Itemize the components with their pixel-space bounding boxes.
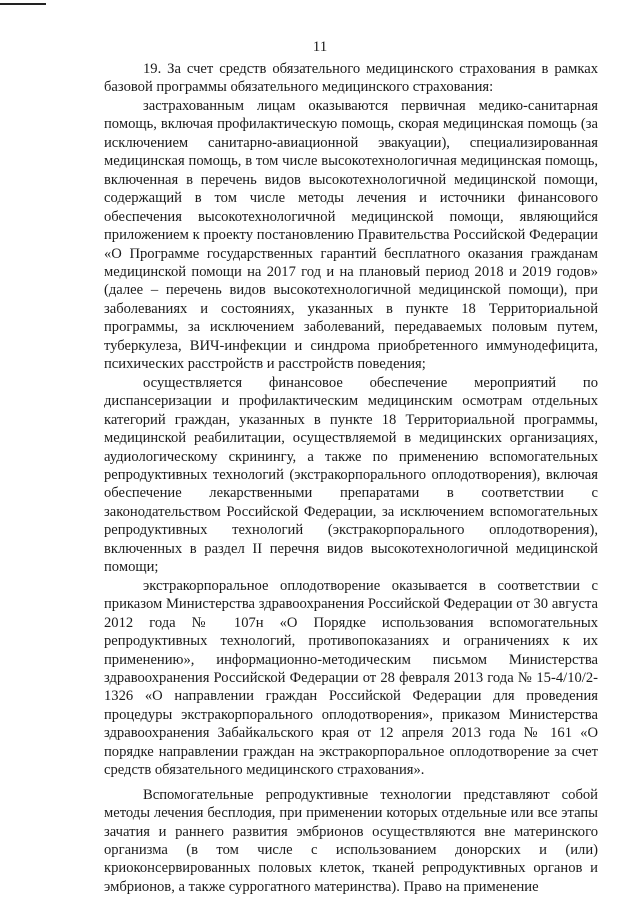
paragraph-ivf-regulation: экстракорпоральное оплодотворение оказывается в соответствии с приказом Министерства здравоохранения Российской Федерации от 30 августа 2012 года № 107н «О Порядке использования вспомогательных репродуктивных технологий, противопоказаниях и ограничениях к их применению», информационно-методическим письмом Министерства здравоохранения Российской Федерации от 28 февраля 2013 года № 15-4/10/2-1326 «О направлении граждан Российской Федерации для проведения процедуры экстракорпорального оплодотворения», приказом Министерства здравоохранения Забайкальского края от 12 апреля 2013 года № 161 «О порядке направлении граждан на экстракорпоральное оплодотворение за счет средств обязательного медицинского страхования». — [104, 577, 598, 779]
paragraph-financial-provision: осуществляется финансовое обеспечение мероприятий по диспансеризации и профилактическим медицинским осмотрам отдельных категорий граждан, указанных в пункте 18 Территориальной программы, медицинской реабилитации, осуществляемой в медицинских организациях, аудиологическому скринингу, а также по применению вспомогательных репродуктивных технологий (экстракорпорального оплодотворения), включая обеспечение лекарственными препаратами в соответствии с законодательством Российской Федерации, за исключением вспомогательных репродуктивных технологий (экстракорпорального оплодотворения), включенных в раздел II перечня видов высокотехнологичной медицинской помощи; — [104, 374, 598, 576]
paragraph-clause-19: 19. За счет средств обязательного медицинского страхования в рамках базовой программы обязательного медицинского страхования: — [104, 61, 598, 96]
paragraph-art-definition: Вспомогательные репродуктивные технологии представляют собой методы лечения бесплодия, при применении которых отдельные или все этапы зачатия и раннего развития эмбрионов осуществляются вне материнского организма (в том числе с использованием донорских и (или) криоконсервированных половых клеток, тканей репродуктивных органов и эмбрионов, а также суррогатного материнства). Право на применение — [104, 786, 598, 895]
scan-corner-mark — [0, 3, 46, 5]
page-number: 11 — [312, 39, 328, 55]
paragraph-insured-persons-care: застрахованным лицам оказываются первичная медико-санитарная помощь, включая профилактическую помощь, скорая медицинская помощь (за исключением санитарно-авиационной эвакуации), специализированная медицинская помощь, в том числе высокотехнологичная медицинская помощь, включенная в перечень видов высокотехнологичной медицинской помощи, содержащий в том числе методы лечения и источники финансового обеспечения высокотехнологичной медицинской помощи, являющийся приложением к проекту постановлению Правительства Российской Федерации «О Программе государственных гарантий бесплатного оказания гражданам медицинской помощи на 2017 год и на плановый период 2018 и 2019 годов» (далее – перечень видов высокотехнологичной медицинской помощи), при заболеваниях и состояниях, указанных в пункте 18 Территориальной программы, за исключением заболеваний, передаваемых половым путем, туберкулеза, ВИЧ-инфекции и синдрома приобретенного иммунодефицита, психических расстройств и расстройств поведения; — [104, 97, 598, 373]
document-body — [104, 60, 598, 896]
